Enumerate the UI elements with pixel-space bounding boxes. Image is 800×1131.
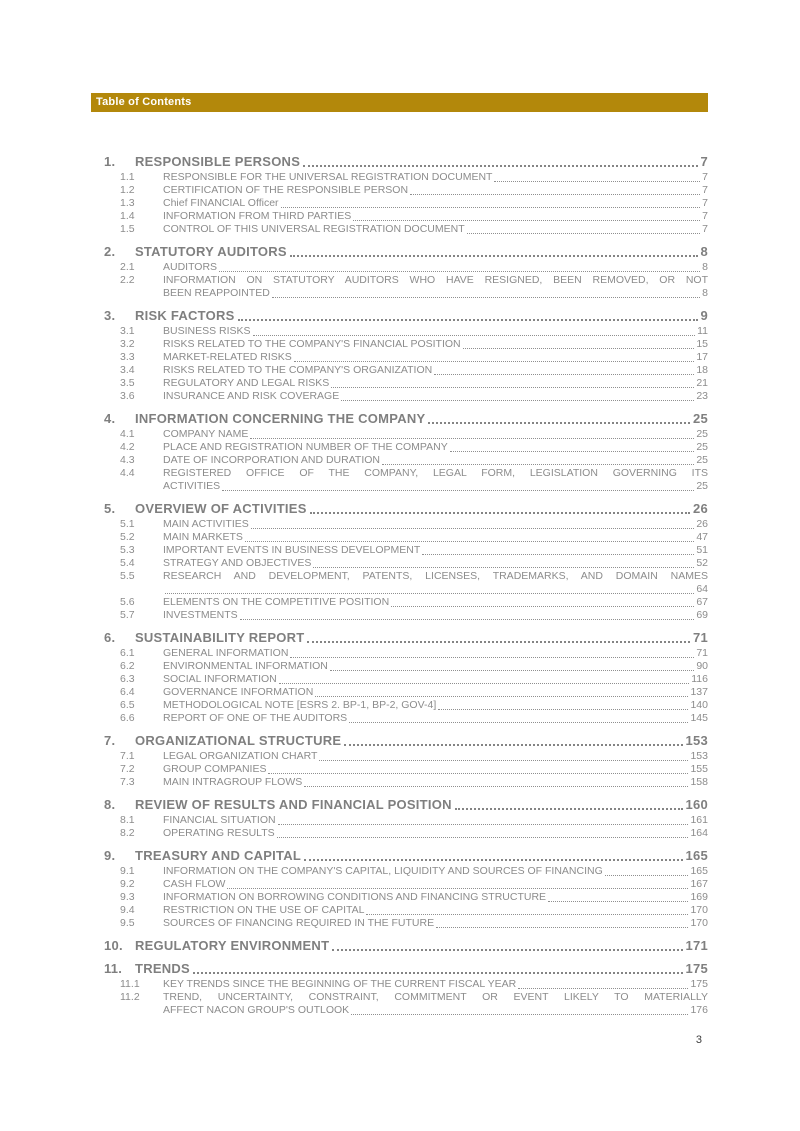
dot-leader	[222, 490, 694, 491]
toc-item-label: BUSINESS RISKS	[163, 325, 251, 337]
toc-item-number: 4.1	[120, 428, 135, 440]
toc-heading-title: INFORMATION CONCERNING THE COMPANY	[135, 411, 426, 426]
toc-item-label: REPORT OF ONE OF THE AUDITORS	[163, 712, 348, 724]
toc-item[interactable]	[91, 978, 708, 991]
toc-item-label: ELEMENTS ON THE COMPETITIVE POSITION	[163, 596, 390, 608]
toc-item-label: RESPONSIBLE FOR THE UNIVERSAL REGISTRATION DOCUMENT	[163, 171, 493, 183]
toc-item-number: 3.5	[120, 377, 135, 389]
toc-item-page: 7	[702, 184, 708, 196]
toc-heading-title: REGULATORY ENVIRONMENT	[135, 938, 330, 953]
toc-item-label-continued: BEEN REAPPOINTED	[163, 287, 270, 299]
toc-section	[91, 848, 708, 930]
toc-item-page: 7	[702, 210, 708, 222]
toc-item-number: 6.6	[120, 712, 135, 724]
toc-item[interactable]	[91, 750, 708, 763]
dot-leader	[494, 181, 700, 182]
dot-leader	[330, 670, 694, 671]
toc-section	[91, 244, 708, 300]
toc-item-label: KEY TRENDS SINCE THE BEGINNING OF THE CURRENT FISCAL YEAR	[163, 978, 517, 990]
toc-item-label: TREND, UNCERTAINTY, CONSTRAINT, COMMITMENT OR EVENT LIKELY TO MATERIALLY	[163, 991, 708, 1003]
toc-item[interactable]	[91, 210, 708, 223]
toc-item-number: 1.5	[120, 223, 135, 235]
toc-item-number: 5.7	[120, 609, 135, 621]
toc-item[interactable]	[91, 878, 708, 891]
dot-leader	[391, 606, 694, 607]
toc-item-page: 67	[696, 596, 708, 608]
toc-item-label-continued: AFFECT NACON GROUP'S OUTLOOK	[163, 1004, 350, 1016]
toc-item-line1	[120, 274, 708, 287]
toc-section	[91, 797, 708, 840]
toc-item[interactable]	[91, 441, 708, 454]
toc-heading-number: 5.	[104, 501, 116, 516]
toc-item-line2	[120, 1004, 708, 1017]
toc-heading-page: 71	[693, 630, 708, 645]
toc-item-number: 4.4	[120, 467, 135, 479]
toc-item[interactable]	[91, 184, 708, 197]
toc-heading-number: 9.	[104, 848, 116, 863]
toc-item-label: GOVERNANCE INFORMATION	[163, 686, 314, 698]
toc-item[interactable]	[91, 364, 708, 377]
toc-item-label: INVESTMENTS	[163, 609, 238, 621]
toc-item-label: OPERATING RESULTS	[163, 827, 275, 839]
toc-item[interactable]	[91, 814, 708, 827]
toc-item-page: 8	[702, 287, 708, 299]
toc-heading-number: 11.	[104, 961, 123, 976]
toc-item[interactable]	[91, 171, 708, 184]
dot-leader	[251, 528, 695, 529]
toc-item-number: 9.3	[120, 891, 135, 903]
dot-leader	[332, 949, 682, 951]
toc-item[interactable]	[91, 686, 708, 699]
toc-heading-number: 8.	[104, 797, 116, 812]
dot-leader	[245, 541, 694, 542]
toc-item-page: 71	[696, 647, 708, 659]
toc-item[interactable]	[91, 261, 708, 274]
toc-item-number: 2.2	[120, 274, 135, 286]
toc-heading-number: 4.	[104, 411, 116, 426]
toc-item-number: 11.1	[120, 978, 140, 990]
dot-leader	[319, 760, 688, 761]
toc-item[interactable]	[91, 454, 708, 467]
toc-item-number: 9.5	[120, 917, 135, 929]
toc-item[interactable]	[91, 428, 708, 441]
toc-item-number: 7.3	[120, 776, 135, 788]
toc-item-label: CERTIFICATION OF THE RESPONSIBLE PERSON	[163, 184, 409, 196]
toc-item-page: 47	[696, 531, 708, 543]
toc-heading-title: OVERVIEW OF ACTIVITIES	[135, 501, 307, 516]
toc-heading-title: ORGANIZATIONAL STRUCTURE	[135, 733, 342, 748]
toc-item[interactable]	[91, 891, 708, 904]
toc-item-number: 6.5	[120, 699, 135, 711]
toc-section-heading[interactable]	[91, 244, 708, 259]
toc-item-number: 5.5	[120, 570, 135, 582]
toc-item-page: 52	[696, 557, 708, 569]
toc-item-label: INFORMATION ON THE COMPANY'S CAPITAL, LIQUIDITY AND SOURCES OF FINANCING	[163, 865, 603, 877]
dot-leader	[438, 709, 688, 710]
toc-item[interactable]	[91, 377, 708, 390]
toc-item-label: RISKS RELATED TO THE COMPANY'S FINANCIAL POSITION	[163, 338, 461, 350]
toc-item-label: INFORMATION ON BORROWING CONDITIONS AND FINANCING STRUCTURE	[163, 891, 547, 903]
toc-item-page: 26	[696, 518, 708, 530]
toc-heading-page: 160	[685, 797, 708, 812]
toc-item[interactable]	[91, 570, 708, 596]
toc-item-label: DATE OF INCORPORATION AND DURATION	[163, 454, 381, 466]
toc-heading-title: RISK FACTORS	[135, 308, 235, 323]
toc-item-label-continued: ACTIVITIES	[163, 480, 221, 492]
toc-item[interactable]	[91, 917, 708, 930]
toc-item-label: LEGAL ORGANIZATION CHART	[163, 750, 318, 762]
dot-leader	[434, 374, 694, 375]
toc-item[interactable]	[91, 776, 708, 789]
toc-item-number: 8.1	[120, 814, 135, 826]
dot-leader	[227, 888, 688, 889]
toc-item[interactable]	[91, 544, 708, 557]
toc-section	[91, 501, 708, 622]
toc-item-page: 153	[690, 750, 708, 762]
dot-leader	[279, 683, 689, 684]
toc-item[interactable]	[91, 338, 708, 351]
toc-item[interactable]	[91, 763, 708, 776]
dot-leader	[307, 641, 690, 643]
dot-leader	[410, 194, 700, 195]
toc-item-page: 145	[690, 712, 708, 724]
dot-leader	[463, 348, 695, 349]
toc-item-number: 9.2	[120, 878, 135, 890]
dot-leader	[310, 512, 690, 514]
toc-item-page: 165	[690, 865, 708, 877]
toc-item-page: 64	[696, 583, 708, 595]
toc-item-page: 161	[690, 814, 708, 826]
toc-item-number: 1.3	[120, 197, 135, 209]
toc-heading-number: 6.	[104, 630, 116, 645]
dot-leader	[450, 451, 695, 452]
toc-item-page: 169	[690, 891, 708, 903]
dot-leader	[436, 927, 688, 928]
dot-leader	[353, 220, 700, 221]
dot-leader	[303, 165, 697, 167]
dot-leader	[331, 387, 694, 388]
toc-item-label: PLACE AND REGISTRATION NUMBER OF THE COMPANY	[163, 441, 448, 453]
table-of-contents	[91, 146, 708, 1017]
toc-item-number: 5.6	[120, 596, 135, 608]
toc-section-heading[interactable]	[91, 501, 708, 516]
toc-item[interactable]	[91, 325, 708, 338]
toc-item-page: 176	[690, 1004, 708, 1016]
toc-heading-title: TREASURY AND CAPITAL	[135, 848, 302, 863]
toc-item-label: MAIN INTRAGROUP FLOWS	[163, 776, 303, 788]
dot-leader	[272, 297, 700, 298]
dot-leader	[467, 233, 701, 234]
toc-item-page: 18	[696, 364, 708, 376]
toc-item-number: 6.1	[120, 647, 135, 659]
dot-leader	[253, 335, 696, 336]
dot-leader	[349, 722, 688, 723]
toc-item[interactable]	[91, 274, 708, 300]
toc-heading-title: SUSTAINABILITY REPORT	[135, 630, 305, 645]
toc-item-label: FINANCIAL SITUATION	[163, 814, 276, 826]
toc-item-page: 7	[702, 171, 708, 183]
toc-section	[91, 938, 708, 953]
page-number-footer: 3	[695, 1034, 702, 1046]
toc-item-number: 3.1	[120, 325, 135, 337]
toc-item[interactable]	[91, 827, 708, 840]
toc-item-line2	[120, 480, 708, 493]
dot-leader	[341, 400, 694, 401]
toc-heading-number: 1.	[104, 154, 116, 169]
toc-item[interactable]	[91, 531, 708, 544]
toc-item-number: 6.2	[120, 660, 135, 672]
toc-item-label: INFORMATION ON STATUTORY AUDITORS WHO HAVE RESIGNED, BEEN REMOVED, OR NOT	[163, 274, 708, 286]
toc-item-number: 1.2	[120, 184, 135, 196]
toc-section-heading[interactable]	[91, 848, 708, 863]
toc-heading-title: RESPONSIBLE PERSONS	[135, 154, 301, 169]
toc-heading-page: 153	[685, 733, 708, 748]
toc-item-page: 167	[690, 878, 708, 890]
toc-item-page: 21	[696, 377, 708, 389]
toc-item-label: MAIN ACTIVITIES	[163, 518, 249, 530]
dot-leader	[304, 786, 688, 787]
toc-item[interactable]	[91, 712, 708, 725]
toc-item-page: 7	[702, 197, 708, 209]
toc-item-label: METHODOLOGICAL NOTE [ESRS 2. BP-1, BP-2, GOV-4]	[163, 699, 437, 711]
toc-item-number: 2.1	[120, 261, 135, 273]
toc-heading-page: 165	[685, 848, 708, 863]
toc-item-label: RESTRICTION ON THE USE OF CAPITAL	[163, 904, 365, 916]
dot-leader	[382, 464, 694, 465]
toc-section	[91, 630, 708, 725]
dot-leader	[428, 422, 690, 424]
toc-section-heading[interactable]	[91, 797, 708, 812]
toc-item-page: 17	[696, 351, 708, 363]
toc-section-heading[interactable]	[91, 938, 708, 953]
toc-item-label: SOCIAL INFORMATION	[163, 673, 277, 685]
toc-item-page: 25	[696, 454, 708, 466]
toc-item-number: 9.4	[120, 904, 135, 916]
dot-leader	[193, 972, 683, 974]
dot-leader	[304, 859, 682, 861]
toc-item[interactable]	[91, 865, 708, 878]
toc-item-label: MAIN MARKETS	[163, 531, 243, 543]
dot-leader	[290, 255, 698, 257]
toc-item[interactable]	[91, 390, 708, 403]
toc-item[interactable]	[91, 991, 708, 1017]
toc-heading-number: 2.	[104, 244, 116, 259]
dot-leader	[548, 901, 688, 902]
toc-item-number: 6.4	[120, 686, 135, 698]
dot-leader	[294, 361, 695, 362]
toc-heading-page: 175	[685, 961, 708, 976]
toc-item-page: 164	[690, 827, 708, 839]
toc-item-page: 116	[691, 673, 708, 685]
toc-header-title: Table of Contents	[96, 96, 192, 108]
toc-item-number: 1.1	[120, 171, 135, 183]
toc-item[interactable]	[91, 223, 708, 236]
toc-heading-number: 7.	[104, 733, 116, 748]
dot-leader	[518, 988, 688, 989]
dot-leader	[281, 207, 701, 208]
toc-item-page: 158	[690, 776, 708, 788]
toc-section-heading[interactable]	[91, 733, 708, 748]
toc-section-heading[interactable]	[91, 308, 708, 323]
toc-item[interactable]	[91, 609, 708, 622]
toc-item[interactable]	[91, 904, 708, 917]
toc-item-page: 25	[696, 480, 708, 492]
toc-item-label: IMPORTANT EVENTS IN BUSINESS DEVELOPMENT	[163, 544, 421, 556]
toc-item-label: INSURANCE AND RISK COVERAGE	[163, 390, 340, 402]
toc-item-number: 5.2	[120, 531, 135, 543]
toc-item-page: 140	[690, 699, 708, 711]
toc-heading-title: STATUTORY AUDITORS	[135, 244, 287, 259]
toc-heading-page: 171	[685, 938, 708, 953]
toc-item-number: 11.2	[120, 991, 140, 1003]
toc-item-page: 51	[696, 544, 708, 556]
toc-item[interactable]	[91, 699, 708, 712]
toc-item-number: 3.6	[120, 390, 135, 402]
dot-leader	[277, 837, 689, 838]
toc-item-label: RESEARCH AND DEVELOPMENT, PATENTS, LICENSES, TRADEMARKS, AND DOMAIN NAMES	[163, 570, 708, 582]
toc-item-label: ENVIRONMENTAL INFORMATION	[163, 660, 328, 672]
toc-heading-number: 3.	[104, 308, 116, 323]
toc-item-page: 7	[702, 223, 708, 235]
toc-item-label: STRATEGY AND OBJECTIVES	[163, 557, 312, 569]
toc-heading-page: 25	[693, 411, 708, 426]
dot-leader	[250, 438, 694, 439]
dot-leader	[219, 271, 700, 272]
toc-heading-title: REVIEW OF RESULTS AND FINANCIAL POSITION	[135, 797, 452, 812]
toc-header-bar	[91, 93, 708, 112]
toc-section	[91, 411, 708, 493]
toc-item[interactable]	[91, 673, 708, 686]
toc-item-label: INFORMATION FROM THIRD PARTIES	[163, 210, 352, 222]
toc-item-number: 4.3	[120, 454, 135, 466]
toc-item-number: 4.2	[120, 441, 135, 453]
toc-item-label: RISKS RELATED TO THE COMPANY'S ORGANIZATION	[163, 364, 433, 376]
toc-item-line1	[120, 467, 708, 480]
toc-item-page: 175	[690, 978, 708, 990]
toc-item-label: COMPANY NAME	[163, 428, 249, 440]
toc-item-page: 170	[690, 917, 708, 929]
toc-item-line2	[120, 287, 708, 300]
toc-item-label: Chief FINANCIAL Officer	[163, 197, 279, 209]
toc-item-label: CONTROL OF THIS UNIVERSAL REGISTRATION DOCUMENT	[163, 223, 465, 235]
toc-item-number: 3.3	[120, 351, 135, 363]
toc-item-number: 5.1	[120, 518, 135, 530]
toc-item[interactable]	[91, 351, 708, 364]
dot-leader	[268, 773, 688, 774]
toc-section-heading[interactable]	[91, 630, 708, 645]
dot-leader	[422, 554, 694, 555]
toc-item-page: 23	[696, 390, 708, 402]
toc-item-page: 170	[690, 904, 708, 916]
toc-item-number: 8.2	[120, 827, 135, 839]
toc-item-page: 69	[696, 609, 708, 621]
toc-section-heading[interactable]	[91, 961, 708, 976]
dot-leader	[313, 567, 694, 568]
toc-item-page: 155	[690, 763, 708, 775]
toc-item-label: GROUP COMPANIES	[163, 763, 267, 775]
toc-item[interactable]	[91, 660, 708, 673]
toc-section-heading[interactable]	[91, 154, 708, 169]
dot-leader	[605, 875, 689, 876]
toc-item-page: 25	[696, 441, 708, 453]
toc-item-label: GENERAL INFORMATION	[163, 647, 289, 659]
toc-item-label: MARKET-RELATED RISKS	[163, 351, 292, 363]
dot-leader	[351, 1014, 688, 1015]
dot-leader	[238, 319, 698, 321]
toc-item-number: 1.4	[120, 210, 135, 222]
toc-item-line2	[120, 583, 708, 596]
toc-item-label: AUDITORS	[163, 261, 218, 273]
dot-leader	[278, 824, 689, 825]
toc-item-number: 3.4	[120, 364, 135, 376]
toc-item[interactable]	[91, 647, 708, 660]
toc-item[interactable]	[91, 518, 708, 531]
toc-item[interactable]	[91, 467, 708, 493]
toc-item-page: 15	[696, 338, 708, 350]
toc-section	[91, 961, 708, 1017]
toc-item-label: REGULATORY AND LEGAL RISKS	[163, 377, 330, 389]
toc-item-number: 5.3	[120, 544, 135, 556]
toc-item-number: 7.2	[120, 763, 135, 775]
toc-heading-page: 9	[700, 308, 708, 323]
toc-item[interactable]	[91, 197, 708, 210]
toc-heading-number: 10.	[104, 938, 123, 953]
toc-item-label: REGISTERED OFFICE OF THE COMPANY, LEGAL FORM, LEGISLATION GOVERNING ITS	[163, 467, 708, 479]
toc-item[interactable]	[91, 596, 708, 609]
toc-item-page: 11	[697, 325, 708, 337]
toc-section-heading[interactable]	[91, 411, 708, 426]
toc-section	[91, 154, 708, 236]
dot-leader	[240, 619, 695, 620]
toc-item-number: 3.2	[120, 338, 135, 350]
toc-item-label: SOURCES OF FINANCING REQUIRED IN THE FUTURE	[163, 917, 435, 929]
toc-item-number: 9.1	[120, 865, 135, 877]
toc-item-page: 90	[696, 660, 708, 672]
dot-leader	[165, 593, 694, 594]
toc-heading-title: TRENDS	[135, 961, 190, 976]
toc-item-label: CASH FLOW	[163, 878, 226, 890]
dot-leader	[366, 914, 688, 915]
toc-heading-page: 26	[693, 501, 708, 516]
toc-heading-page: 8	[700, 244, 708, 259]
toc-item-line1	[120, 570, 708, 583]
toc-item-page: 137	[690, 686, 708, 698]
toc-item-number: 5.4	[120, 557, 135, 569]
toc-section	[91, 308, 708, 403]
dot-leader	[455, 808, 683, 810]
toc-heading-page: 7	[700, 154, 708, 169]
dot-leader	[290, 657, 694, 658]
toc-item-page: 8	[702, 261, 708, 273]
dot-leader	[344, 744, 682, 746]
toc-item-line1	[120, 991, 708, 1004]
toc-section	[91, 733, 708, 789]
toc-item[interactable]	[91, 557, 708, 570]
toc-item-number: 6.3	[120, 673, 135, 685]
toc-item-page: 25	[696, 428, 708, 440]
toc-item-number: 7.1	[120, 750, 135, 762]
dot-leader	[315, 696, 688, 697]
